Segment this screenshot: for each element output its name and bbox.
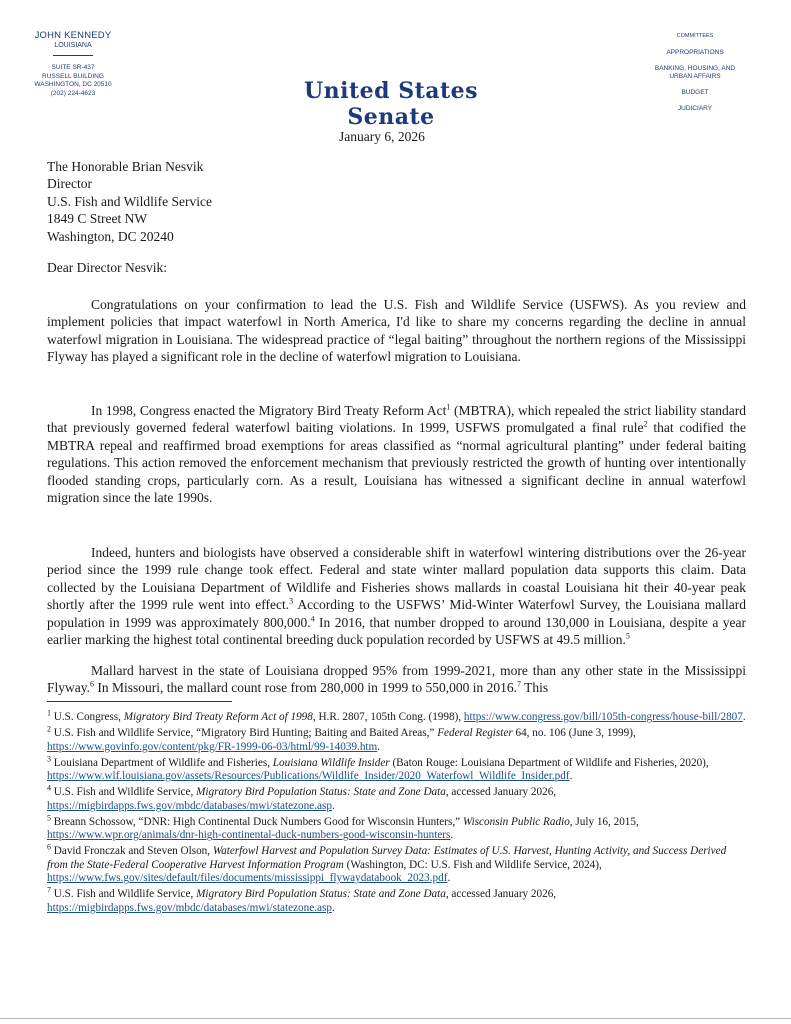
text-run: In 1998, Congress enacted the Migratory Bird Treaty Reform Act — [91, 403, 447, 418]
address-line: WASHINGTON, DC 20510 — [34, 81, 112, 88]
footnote-number: 1 — [47, 708, 51, 718]
committee-item: APPROPRIATIONS — [666, 49, 724, 56]
footnote — [47, 753, 747, 784]
footnote-text: . — [742, 711, 746, 723]
salutation: Dear Director Nesvik: — [47, 260, 167, 275]
footnote-marker: 3 — [289, 596, 294, 606]
footnote-number: 5 — [47, 812, 51, 822]
recipient-line: Director — [47, 176, 92, 192]
footnote-number: 7 — [47, 885, 51, 895]
footnote-title: Migratory Bird Population Status: State and Zone Data — [196, 888, 446, 901]
footnote-title: Louisiana Wildlife Insider — [272, 756, 390, 769]
footnote-number: 2 — [47, 724, 51, 734]
body-paragraph — [47, 662, 746, 697]
footnote-marker: 1 — [446, 402, 451, 412]
footnote — [47, 708, 747, 725]
footnote-text: . — [569, 770, 573, 783]
footnote-marker: 4 — [310, 614, 315, 624]
footnote-text: , H.R. 2807, 105th Cong. (1998), — [312, 711, 464, 723]
footnote-text: (Washington, DC: U.S. Fish and Wildlife Service, 2024), — [343, 858, 602, 871]
footnote-link[interactable]: https://migbirdapps.fws.gov/mbdc/databases/mwi/statezone.asp — [47, 902, 332, 915]
committees-list — [630, 33, 760, 121]
footnote-divider — [47, 701, 232, 702]
footnote-text: Breann Schossow, “DNR: High Continental Duck Numbers Good for Wisconsin Hunters,” — [51, 815, 463, 828]
address-line: SUITE SR-437 — [51, 64, 95, 71]
address-line: RUSSELL BUILDING — [42, 72, 104, 80]
committee-item: BUDGET — [681, 89, 709, 96]
footnote-title: Waterfowl Harvest and Population Survey Data: Estimates of U.S. Harvest, Hunting Activity, and Success Derived from the State-Federal Cooperative Harvest Information Program — [47, 845, 727, 871]
footnote — [47, 812, 747, 843]
footnote-title: Migratory Bird Population Status: State and Zone Data — [196, 786, 446, 799]
text-run: Indeed, hunters and biologists have observed a considerable shift in waterfowl wintering distributions over the 26-year period since the 1999 rule change took effect. Federal and state winter mallard population data supports this claim. Data collected by the Louisiana Department of Wildlife and Fisheries shows mallards in coastal Louisiana hit their 40-year peak shortly after the 1999 rule went into effect. — [47, 545, 746, 613]
footnote-text: U.S. Congress, — [51, 711, 124, 723]
senator-state: LOUISIANA — [54, 42, 92, 49]
senate-title: United States Senate — [303, 78, 479, 130]
footnote-text: . — [331, 902, 335, 915]
footnote-text: U.S. Fish and Wildlife Service, — [51, 786, 197, 799]
footnote-text: (Baton Rouge: Louisiana Department of Wildlife and Fisheries, 2020), — [389, 756, 709, 769]
footnote-link[interactable]: https://www.fws.gov/sites/default/files/documents/mississippi_flywaydatabook_2023.pdf — [47, 872, 448, 885]
senator-name: JOHN KENNEDY — [34, 30, 112, 41]
footnote-text: , July 16, 2015, — [569, 815, 639, 828]
office-address — [18, 64, 128, 98]
footnote-number: 6 — [47, 842, 51, 852]
committees-title: COMMITTEES — [676, 33, 714, 39]
footnote-link[interactable]: https://migbirdapps.fws.gov/mbdc/databases/mwi/statezone.asp — [47, 799, 332, 812]
footnote-title: Migratory Bird Treaty Reform Act of 1998 — [123, 711, 313, 723]
text-run: This — [520, 680, 549, 696]
footnote-text: . — [447, 872, 451, 885]
paragraph-text — [47, 662, 746, 697]
footnote-text: . — [331, 799, 335, 812]
footnotes — [47, 708, 747, 918]
letterhead-divider — [53, 55, 93, 56]
footnote-text: Louisiana Department of Wildlife and Fisheries, — [51, 756, 273, 769]
paragraph-text — [47, 544, 746, 648]
address-line: (202) 224-4623 — [50, 89, 96, 97]
footnote-marker: 5 — [625, 631, 630, 641]
committee-item: JUDICIARY — [677, 105, 713, 112]
page-edge — [0, 1018, 791, 1019]
footnote-marker: 6 — [90, 679, 94, 689]
recipient-line: 1849 C Street NW — [47, 211, 148, 227]
committee-item: BANKING, HOUSING, AND URBAN AFFAIRS — [654, 65, 736, 80]
body-paragraph — [47, 544, 746, 648]
footnote-number: 3 — [47, 753, 51, 763]
footnote-title: Federal Register — [437, 726, 513, 739]
letter-date: January 6, 2026 — [339, 129, 425, 144]
footnote-link[interactable]: https://www.wpr.org/animals/dnr-high-continental-duck-numbers-good-wisconsin-hunters — [47, 829, 451, 842]
text-run: that codified the MBTRA repeal and reaffirmed broad exemptions for areas classified as “normal agricultural planting” under federal baiting regulations. This action removed the enforcement mechanism that previously restricted the growth of hunting over intentionally flooded standing crops, particularly corn. As a result, Louisiana has witnessed a significant decline in annual waterfowl migration since the late 1990s. — [47, 420, 746, 506]
recipient-line: U.S. Fish and Wildlife Service — [47, 193, 212, 209]
footnote-text: U.S. Fish and Wildlife Service, “Migratory Bird Hunting; Baiting and Baited Areas,” — [51, 726, 438, 739]
text-run: In 2016, that number dropped to around 130,000 in Louisiana, despite a year earlier marking the highest total continental breeding duck population recorded by USFWS at 49.5 million. — [47, 614, 746, 648]
footnote-text: David Fronczak and Steven Olson, — [51, 845, 213, 858]
footnote-link[interactable]: https://www.wlf.louisiana.gov/assets/Resources/Publications/Wildlife_Insider/2020_Waterfowl_Wildlife_Insider.pdf — [47, 770, 570, 783]
footnote — [47, 842, 747, 886]
footnote-text: , accessed January 2026, — [445, 786, 557, 799]
footnote-link[interactable]: https://www.congress.gov/bill/105th-congress/house-bill/2807 — [463, 711, 743, 723]
footnote-marker: 2 — [643, 419, 648, 429]
body-paragraph — [47, 402, 746, 506]
text-run: In Missouri, the mallard count rose from 280,000 in 1999 to 550,000 in 2016. — [94, 680, 517, 696]
footnote — [47, 783, 747, 813]
footnote-text: 64, no. 106 (June 3, 1999), — [512, 726, 636, 739]
footnote-title: Wisconsin Public Radio — [462, 815, 570, 828]
paragraph-text — [47, 402, 746, 506]
footnote-number: 4 — [47, 783, 51, 793]
text-run: According to the USFWS’ Mid-Winter Waterfowl Survey, the Louisiana mallard population in 1999 was approximately 800,000. — [47, 597, 746, 630]
text-run: (MBTRA), which repealed the strict liability standard that previously governed federal waterfowl baiting violations. In 1999, USFWS promulgated a final rule — [47, 403, 746, 436]
footnote-text: , accessed January 2026, — [445, 888, 557, 901]
senator-letterhead — [18, 30, 128, 98]
footnote — [47, 724, 747, 754]
text-run: Mallard harvest in the state of Louisiana dropped 95% from 1999-2021, more than any other state in the Mississippi Flyway. — [47, 663, 746, 696]
recipient-address — [47, 158, 212, 245]
paragraph-text: Congratulations on your confirmation to lead the U.S. Fish and Wildlife Service (USFWS). As you review and implement policies that impact waterfowl in North America, I'd like to share my concerns regarding the decline in annual waterfowl migration in Louisiana. The widespread practice of “legal baiting” throughout the northern regions of the Mississippi Flyway has played a significant role in the decline of waterfowl migration to Louisiana. — [47, 297, 746, 365]
footnote — [47, 885, 747, 915]
body-paragraph — [47, 296, 746, 366]
footnote-text: U.S. Fish and Wildlife Service, — [51, 888, 197, 901]
footnote-link[interactable]: https://www.govinfo.gov/content/pkg/FR-1999-06-03/html/99-14039.htm — [47, 740, 378, 753]
footnote-marker: 7 — [516, 679, 521, 689]
recipient-line: The Honorable Brian Nesvik — [47, 159, 204, 174]
footnote-text: . — [450, 829, 454, 842]
recipient-line: Washington, DC 20240 — [47, 228, 174, 244]
footnote-text: . — [377, 740, 381, 753]
